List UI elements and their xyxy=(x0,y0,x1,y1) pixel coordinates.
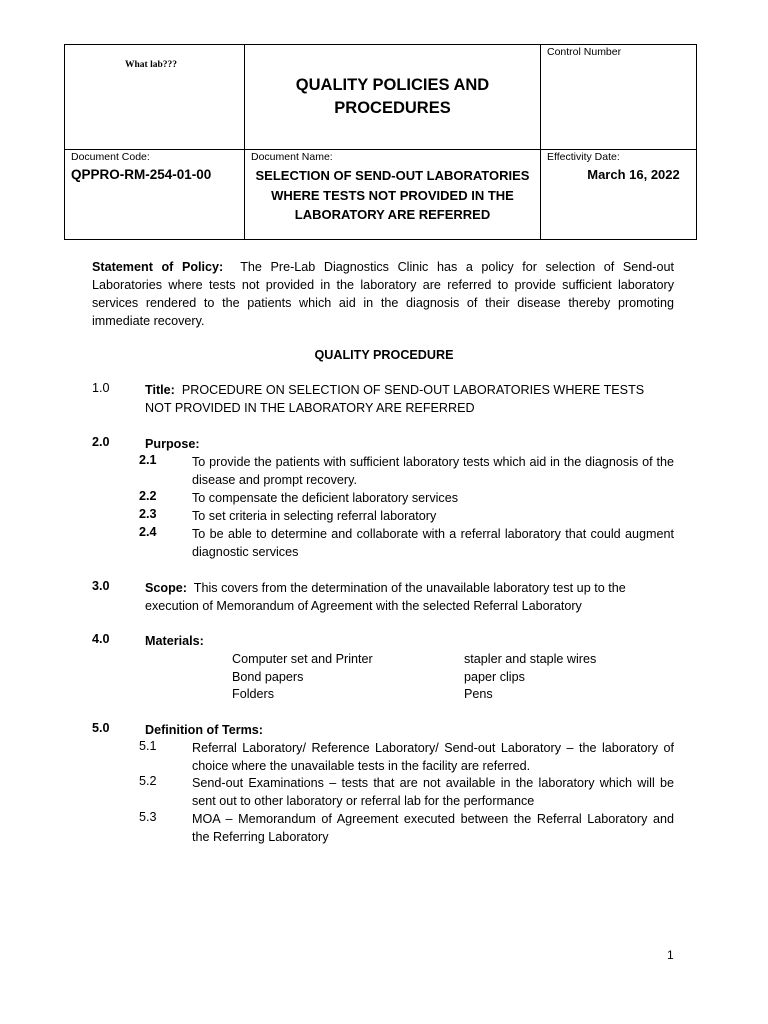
list-item-number: 2.3 xyxy=(139,507,157,521)
list-item-number: 2.4 xyxy=(139,525,157,539)
section-label: Purpose: xyxy=(145,437,200,451)
section-number: 2.0 xyxy=(92,435,110,449)
control-number-label: Control Number xyxy=(547,46,622,58)
effectivity-date-cell xyxy=(541,150,698,241)
section-definitions xyxy=(145,721,674,739)
list-item: Referral Laboratory/ Reference Laboratory/ Send-out Laboratory – the laboratory of choice where the unavailable tests in the facility are referred. xyxy=(192,741,674,773)
list-item: To set criteria in selecting referral laboratory xyxy=(192,509,437,523)
section-number: 3.0 xyxy=(92,579,110,593)
section-scope xyxy=(145,579,674,615)
section-label: Title: xyxy=(145,383,175,397)
document-name: SELECTION OF SEND-OUT LABORATORIES WHERE TESTS NOT PROVIDED IN THE LABORATORY ARE REFERRED xyxy=(255,168,530,222)
control-number-cell xyxy=(541,45,698,149)
list-item: To compensate the deficient laboratory services xyxy=(192,491,459,505)
section-purpose xyxy=(145,435,674,453)
document-code-label: Document Code: xyxy=(71,151,150,163)
policy-text: The Pre-Lab Diagnostics Clinic has a policy for selection of Send-out Laboratories where tests not provided in the laboratory are referred to provide sufficient laboratory services rendered to the patients which aid in the diagnosis of their disease thereby promoting immediate recovery. xyxy=(92,260,675,328)
materials-item: Bond papers xyxy=(232,670,304,684)
document-title: QUALITY POLICIES AND PROCEDURES xyxy=(295,76,490,117)
list-item-number: 2.1 xyxy=(139,453,157,467)
policy-label: Statement of Policy: xyxy=(92,260,224,274)
section-label: Definition of Terms: xyxy=(145,723,264,737)
list-item-number: 2.2 xyxy=(139,489,157,503)
materials-item: paper clips xyxy=(464,670,525,684)
section-number: 4.0 xyxy=(92,632,110,646)
document-code-cell xyxy=(65,150,244,241)
effectivity-date: March 16, 2022 xyxy=(587,167,680,182)
policy-statement xyxy=(92,258,674,330)
list-item: Send-out Examinations – tests that are not available in the laboratory which will be sent out to other laboratory or referral lab for the performance xyxy=(192,776,674,808)
list-item: To provide the patients with sufficient laboratory tests which aid in the diagnosis of the disease and prompt recovery. xyxy=(192,455,674,487)
section-title xyxy=(145,381,674,417)
document-name-cell xyxy=(245,150,540,241)
document-header-table xyxy=(64,44,697,240)
materials-item: Computer set and Printer xyxy=(232,652,373,666)
list-item: To be able to determine and collaborate with a referral laboratory that could augment diagnostic services xyxy=(192,527,674,559)
list-item: MOA – Memorandum of Agreement executed between the Referral Laboratory and the Referring Laboratory xyxy=(192,812,674,844)
lab-name: What lab??? xyxy=(125,60,177,70)
materials-item: stapler and staple wires xyxy=(464,652,597,666)
page-number: 1 xyxy=(667,948,674,962)
section-text: PROCEDURE ON SELECTION OF SEND-OUT LABORATORIES WHERE TESTS NOT PROVIDED IN THE LABORATORY ARE REFERRED xyxy=(145,383,645,415)
effectivity-date-label: Effectivity Date: xyxy=(547,151,620,163)
title-cell xyxy=(245,45,540,149)
list-item-number: 5.1 xyxy=(139,739,157,753)
section-label: Scope: xyxy=(145,581,187,595)
materials-item: Folders xyxy=(232,687,274,701)
materials-item: Pens xyxy=(464,687,493,701)
list-item-number: 5.2 xyxy=(139,774,157,788)
section-materials xyxy=(145,632,674,650)
lab-name-cell xyxy=(65,45,244,149)
document-name-label: Document Name: xyxy=(251,151,333,163)
procedure-heading: QUALITY PROCEDURE xyxy=(314,348,454,362)
list-item-number: 5.3 xyxy=(139,810,157,824)
document-code: QPPRO-RM-254-01-00 xyxy=(71,167,212,182)
section-label: Materials: xyxy=(145,634,204,648)
section-text: This covers from the determination of the unavailable laboratory test up to the execution of Memorandum of Agreement with the selected Referral Laboratory xyxy=(145,581,626,613)
section-number: 1.0 xyxy=(92,381,110,395)
section-number: 5.0 xyxy=(92,721,110,735)
